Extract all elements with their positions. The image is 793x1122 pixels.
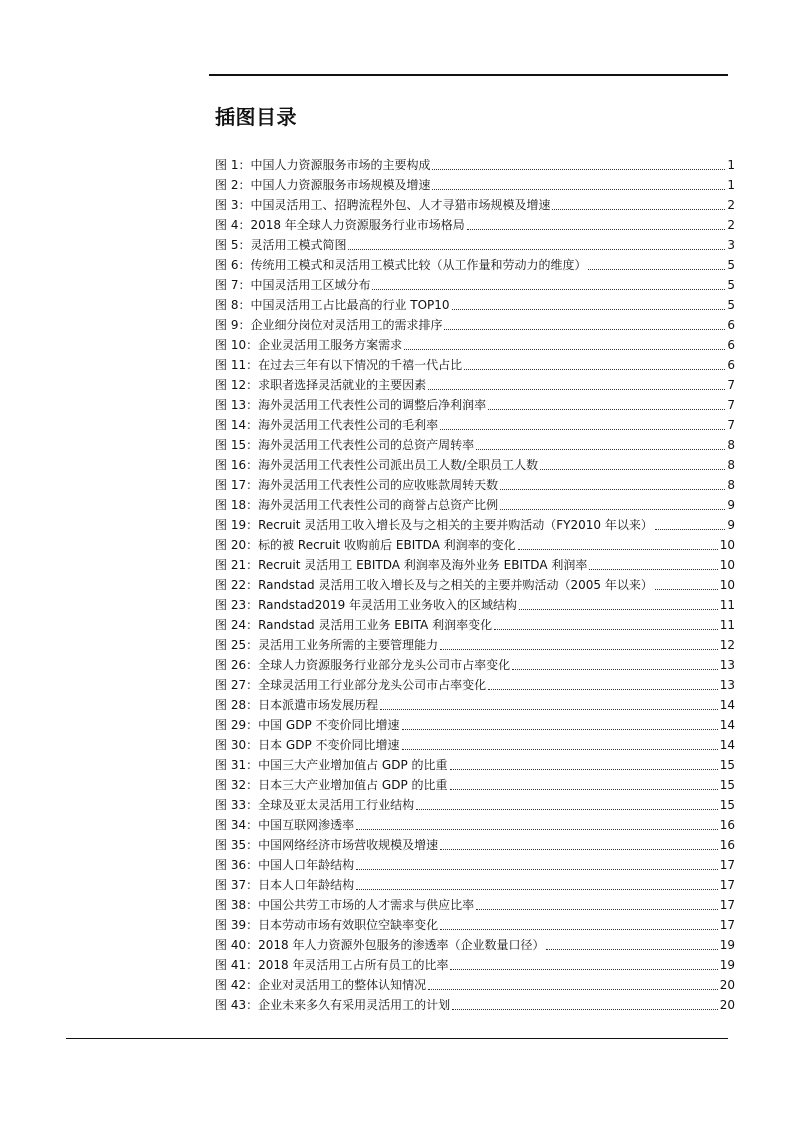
toc-entry[interactable] xyxy=(215,855,735,875)
toc-entry-page-number: 10 xyxy=(719,538,735,552)
toc-entry[interactable] xyxy=(215,935,735,955)
toc-entry-label: 图 5：灵活用工模式简图 xyxy=(215,238,347,252)
toc-entry-label: 图 33：全球及亚太灵活用工行业结构 xyxy=(215,798,415,812)
toc-entry-page-number: 5 xyxy=(727,278,735,292)
toc-entry[interactable] xyxy=(215,675,735,695)
dot-leader xyxy=(356,828,718,830)
toc-entry-label: 图 18：海外灵活用工代表性公司的商誉占总资产比例 xyxy=(215,498,499,512)
toc-entry[interactable] xyxy=(215,555,735,575)
toc-entry-label: 图 16：海外灵活用工代表性公司派出员工人数/全职员工人数 xyxy=(215,458,539,472)
toc-entry-label: 图 28：日本派遣市场发展历程 xyxy=(215,698,379,712)
toc-entry-label: 图 34：中国互联网渗透率 xyxy=(215,818,355,832)
toc-entry-page-number: 8 xyxy=(727,458,735,472)
dot-leader xyxy=(432,168,725,170)
toc-entry[interactable] xyxy=(215,575,735,595)
toc-entry[interactable] xyxy=(215,915,735,935)
header-rule xyxy=(209,74,728,76)
toc-entry[interactable] xyxy=(215,455,735,475)
dot-leader xyxy=(519,608,718,610)
toc-entry-page-number: 13 xyxy=(719,658,735,672)
toc-entry-page-number: 11 xyxy=(719,618,735,632)
toc-entry-label: 图 32：日本三大产业增加值占 GDP 的比重 xyxy=(215,778,448,792)
toc-entry-label: 图 40：2018 年人力资源外包服务的渗透率（企业数量口径） xyxy=(215,938,545,952)
toc-entry[interactable] xyxy=(215,655,735,675)
toc-entry-label: 图 1：中国人力资源服务市场的主要构成 xyxy=(215,158,431,172)
toc-entry[interactable] xyxy=(215,335,735,355)
toc-entry-label: 图 6：传统用工模式和灵活用工模式比较（从工作量和劳动力的维度） xyxy=(215,258,587,272)
toc-entry[interactable] xyxy=(215,195,735,215)
toc-entry-page-number: 2 xyxy=(727,198,735,212)
dot-leader xyxy=(428,388,725,390)
dot-leader xyxy=(356,868,718,870)
toc-entry-page-number: 15 xyxy=(719,778,735,792)
figure-index-list xyxy=(215,155,735,1015)
toc-entry-page-number: 5 xyxy=(727,298,735,312)
dot-leader xyxy=(404,348,725,350)
dot-leader xyxy=(518,548,718,550)
page-title: 插图目录 xyxy=(215,105,297,129)
toc-entry-page-number: 1 xyxy=(727,158,735,172)
toc-entry[interactable] xyxy=(215,515,735,535)
dot-leader xyxy=(380,708,718,710)
toc-entry[interactable] xyxy=(215,375,735,395)
dot-leader xyxy=(552,208,725,210)
toc-entry-page-number: 8 xyxy=(727,438,735,452)
toc-entry-page-number: 9 xyxy=(727,518,735,532)
toc-entry-page-number: 17 xyxy=(719,898,735,912)
toc-entry[interactable] xyxy=(215,415,735,435)
dot-leader xyxy=(494,628,718,630)
toc-entry[interactable] xyxy=(215,315,735,335)
toc-entry-label: 图 43：企业未来多久有采用灵活用工的计划 xyxy=(215,998,451,1012)
toc-entry-label: 图 39：日本劳动市场有效职位空缺率变化 xyxy=(215,918,439,932)
toc-entry-label: 图 30：日本 GDP 不变价同比增速 xyxy=(215,738,400,752)
toc-entry-page-number: 9 xyxy=(727,498,735,512)
dot-leader xyxy=(440,848,718,850)
toc-entry[interactable] xyxy=(215,835,735,855)
dot-leader xyxy=(500,488,725,490)
toc-entry[interactable] xyxy=(215,435,735,455)
dot-leader xyxy=(476,448,725,450)
toc-entry[interactable] xyxy=(215,615,735,635)
toc-entry-page-number: 20 xyxy=(719,998,735,1012)
toc-entry[interactable] xyxy=(215,275,735,295)
toc-entry-label: 图 26：全球人力资源服务行业部分龙头公司市占率变化 xyxy=(215,658,511,672)
toc-entry[interactable] xyxy=(215,815,735,835)
toc-entry-label: 图 11：在过去三年有以下情况的千禧一代占比 xyxy=(215,358,463,372)
toc-entry-page-number: 10 xyxy=(719,578,735,592)
toc-entry-page-number: 6 xyxy=(727,338,735,352)
toc-entry[interactable] xyxy=(215,715,735,735)
dot-leader xyxy=(488,408,725,410)
toc-entry-label: 图 20：标的被 Recruit 收购前后 EBITDA 利润率的变化 xyxy=(215,538,516,552)
dot-leader xyxy=(348,248,725,250)
dot-leader xyxy=(464,368,725,370)
toc-entry-page-number: 6 xyxy=(727,358,735,372)
toc-entry-label: 图 37：日本人口年龄结构 xyxy=(215,878,355,892)
toc-entry[interactable] xyxy=(215,595,735,615)
dot-leader xyxy=(540,468,725,470)
toc-entry[interactable] xyxy=(215,235,735,255)
dot-leader xyxy=(440,428,725,430)
toc-entry[interactable] xyxy=(215,775,735,795)
toc-entry[interactable] xyxy=(215,475,735,495)
dot-leader xyxy=(356,888,718,890)
toc-entry-label: 图 15：海外灵活用工代表性公司的总资产周转率 xyxy=(215,438,475,452)
toc-entry-label: 图 23：Randstad2019 年灵活用工业务收入的区域结构 xyxy=(215,598,518,612)
toc-entry[interactable] xyxy=(215,875,735,895)
toc-entry[interactable] xyxy=(215,155,735,175)
toc-entry-page-number: 1 xyxy=(727,178,735,192)
toc-entry-label: 图 3：中国灵活用工、招聘流程外包、人才寻猎市场规模及增速 xyxy=(215,198,551,212)
toc-entry-page-number: 8 xyxy=(727,478,735,492)
toc-entry[interactable] xyxy=(215,735,735,755)
dot-leader xyxy=(372,288,725,290)
toc-entry[interactable] xyxy=(215,695,735,715)
dot-leader xyxy=(452,1008,718,1010)
dot-leader xyxy=(440,648,718,650)
toc-entry-page-number: 14 xyxy=(719,738,735,752)
dot-leader xyxy=(402,748,718,750)
dot-leader xyxy=(450,968,717,970)
toc-entry-label: 图 9：企业细分岗位对灵活用工的需求排序 xyxy=(215,318,443,332)
toc-entry-page-number: 6 xyxy=(727,318,735,332)
toc-entry-label: 图 8：中国灵活用工占比最高的行业 TOP10 xyxy=(215,298,450,312)
toc-entry-label: 图 7：中国灵活用工区域分布 xyxy=(215,278,371,292)
toc-entry-page-number: 3 xyxy=(727,238,735,252)
toc-entry-label: 图 22：Randstad 灵活用工收入增长及与之相关的主要并购活动（2005 年以来） xyxy=(215,578,653,592)
toc-entry[interactable] xyxy=(215,175,735,195)
toc-entry-label: 图 41：2018 年灵活用工占所有员工的比率 xyxy=(215,958,449,972)
dot-leader xyxy=(402,728,718,730)
toc-entry-page-number: 13 xyxy=(719,678,735,692)
dot-leader xyxy=(432,188,725,190)
toc-entry-label: 图 31：中国三大产业增加值占 GDP 的比重 xyxy=(215,758,448,772)
toc-entry-label: 图 24：Randstad 灵活用工业务 EBITA 利润率变化 xyxy=(215,618,493,632)
toc-entry-label: 图 12：求职者选择灵活就业的主要因素 xyxy=(215,378,427,392)
dot-leader xyxy=(655,588,718,590)
toc-entry[interactable] xyxy=(215,215,735,235)
toc-entry-page-number: 17 xyxy=(719,858,735,872)
footer-rule xyxy=(66,1038,728,1039)
toc-entry-label: 图 13：海外灵活用工代表性公司的调整后净利润率 xyxy=(215,398,487,412)
toc-entry[interactable] xyxy=(215,955,735,975)
dot-leader xyxy=(440,928,718,930)
toc-entry-page-number: 7 xyxy=(727,398,735,412)
toc-entry-page-number: 16 xyxy=(719,838,735,852)
toc-entry-page-number: 15 xyxy=(719,758,735,772)
toc-entry-page-number: 10 xyxy=(719,558,735,572)
toc-entry[interactable] xyxy=(215,895,735,915)
toc-entry-label: 图 17：海外灵活用工代表性公司的应收账款周转天数 xyxy=(215,478,499,492)
toc-entry-page-number: 5 xyxy=(727,258,735,272)
toc-entry-page-number: 2 xyxy=(727,218,735,232)
toc-entry-page-number: 15 xyxy=(719,798,735,812)
toc-entry-label: 图 10：企业灵活用工服务方案需求 xyxy=(215,338,403,352)
toc-entry[interactable] xyxy=(215,295,735,315)
dot-leader xyxy=(546,948,717,950)
toc-entry-label: 图 29：中国 GDP 不变价同比增速 xyxy=(215,718,400,732)
toc-entry-page-number: 14 xyxy=(719,698,735,712)
toc-entry-label: 图 2：中国人力资源服务市场规模及增速 xyxy=(215,178,431,192)
toc-entry[interactable] xyxy=(215,995,735,1015)
dot-leader xyxy=(428,988,718,990)
dot-leader xyxy=(500,508,725,510)
toc-entry-label: 图 25：灵活用工业务所需的主要管理能力 xyxy=(215,638,439,652)
toc-entry-label: 图 42：企业对灵活用工的整体认知情况 xyxy=(215,978,427,992)
toc-entry[interactable] xyxy=(215,535,735,555)
toc-entry-label: 图 14：海外灵活用工代表性公司的毛利率 xyxy=(215,418,439,432)
dot-leader xyxy=(450,768,718,770)
dot-leader xyxy=(512,668,718,670)
toc-entry-page-number: 17 xyxy=(719,918,735,932)
toc-entry-page-number: 20 xyxy=(719,978,735,992)
toc-entry-label: 图 21：Recruit 灵活用工 EBITDA 利润率及海外业务 EBITDA 利润率 xyxy=(215,558,588,572)
toc-entry[interactable] xyxy=(215,975,735,995)
toc-entry[interactable] xyxy=(215,355,735,375)
toc-entry-page-number: 17 xyxy=(719,878,735,892)
dot-leader xyxy=(589,568,717,570)
toc-entry-label: 图 38：中国公共劳工市场的人才需求与供应比率 xyxy=(215,898,475,912)
toc-entry[interactable] xyxy=(215,255,735,275)
toc-entry[interactable] xyxy=(215,395,735,415)
dot-leader xyxy=(416,808,718,810)
toc-entry-label: 图 19：Recruit 灵活用工收入增长及与之相关的主要并购活动（FY2010 年以来） xyxy=(215,518,653,532)
toc-entry-page-number: 16 xyxy=(719,818,735,832)
dot-leader xyxy=(588,268,725,270)
toc-entry-page-number: 12 xyxy=(719,638,735,652)
toc-entry-page-number: 7 xyxy=(727,378,735,392)
toc-entry[interactable] xyxy=(215,755,735,775)
dot-leader xyxy=(467,228,726,230)
toc-entry-page-number: 11 xyxy=(719,598,735,612)
dot-leader xyxy=(444,328,725,330)
toc-entry-label: 图 4：2018 年全球人力资源服务行业市场格局 xyxy=(215,218,465,232)
dot-leader xyxy=(488,688,718,690)
toc-entry-label: 图 36：中国人口年龄结构 xyxy=(215,858,355,872)
toc-entry-page-number: 7 xyxy=(727,418,735,432)
toc-entry[interactable] xyxy=(215,635,735,655)
dot-leader xyxy=(452,308,726,310)
toc-entry[interactable] xyxy=(215,795,735,815)
dot-leader xyxy=(450,788,718,790)
toc-entry-page-number: 19 xyxy=(719,958,735,972)
toc-entry[interactable] xyxy=(215,495,735,515)
dot-leader xyxy=(655,528,726,530)
toc-entry-label: 图 27：全球灵活用工行业部分龙头公司市占率变化 xyxy=(215,678,487,692)
toc-entry-page-number: 19 xyxy=(719,938,735,952)
dot-leader xyxy=(476,908,718,910)
toc-entry-page-number: 14 xyxy=(719,718,735,732)
toc-entry-label: 图 35：中国网络经济市场营收规模及增速 xyxy=(215,838,439,852)
